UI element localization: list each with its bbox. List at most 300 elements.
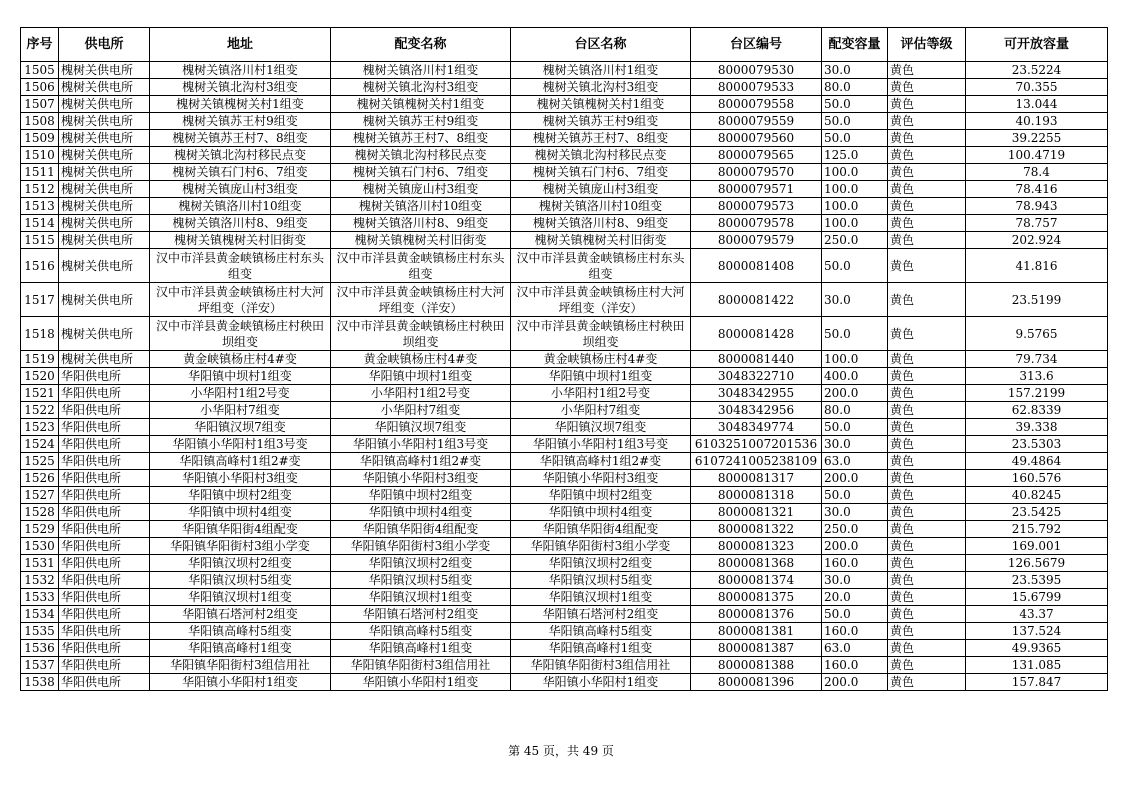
cell-seq: 1511 <box>21 164 59 181</box>
header-address: 地址 <box>150 28 331 62</box>
cell-capacity: 50.0 <box>822 249 888 283</box>
cell-station: 华阳供电所 <box>59 385 150 402</box>
cell-open-capacity: 79.734 <box>966 351 1108 368</box>
cell-capacity: 50.0 <box>822 317 888 351</box>
cell-area-code: 3048342956 <box>691 402 822 419</box>
cell-capacity: 30.0 <box>822 504 888 521</box>
cell-station: 华阳供电所 <box>59 606 150 623</box>
cell-area-name: 槐树关镇苏王村9组变 <box>511 113 691 130</box>
cell-open-capacity: 137.524 <box>966 623 1108 640</box>
cell-address: 华阳镇中坝村4组变 <box>150 504 331 521</box>
cell-area-code: 8000079573 <box>691 198 822 215</box>
table-row <box>21 198 1108 215</box>
cell-station: 华阳供电所 <box>59 453 150 470</box>
cell-capacity: 200.0 <box>822 470 888 487</box>
cell-grade: 黄色 <box>888 470 966 487</box>
cell-seq: 1507 <box>21 96 59 113</box>
cell-seq: 1529 <box>21 521 59 538</box>
cell-capacity: 200.0 <box>822 385 888 402</box>
cell-address: 槐树关镇洛川村10组变 <box>150 198 331 215</box>
cell-transformer-name: 华阳镇高峰村1组变 <box>331 640 511 657</box>
cell-area-name: 槐树关镇洛川村8、9组变 <box>511 215 691 232</box>
cell-station: 华阳供电所 <box>59 589 150 606</box>
cell-area-code: 8000079558 <box>691 96 822 113</box>
cell-area-code: 8000079570 <box>691 164 822 181</box>
cell-capacity: 30.0 <box>822 436 888 453</box>
cell-open-capacity: 23.5303 <box>966 436 1108 453</box>
cell-station: 槐树关供电所 <box>59 79 150 96</box>
cell-grade: 黄色 <box>888 62 966 79</box>
cell-seq: 1538 <box>21 674 59 691</box>
table-row <box>21 283 1108 317</box>
cell-address: 汉中市洋县黄金峡镇杨庄村秧田坝组变 <box>150 317 331 351</box>
cell-grade: 黄色 <box>888 96 966 113</box>
cell-area-name: 华阳镇华阳街村3组小学变 <box>511 538 691 555</box>
header-grade: 评估等级 <box>888 28 966 62</box>
cell-open-capacity: 9.5765 <box>966 317 1108 351</box>
cell-area-name: 华阳镇高峰村1组变 <box>511 640 691 657</box>
cell-seq: 1527 <box>21 487 59 504</box>
table-row <box>21 402 1108 419</box>
cell-area-name: 槐树关镇洛川村1组变 <box>511 62 691 79</box>
cell-area-name: 华阳镇中坝村4组变 <box>511 504 691 521</box>
cell-open-capacity: 78.4 <box>966 164 1108 181</box>
cell-transformer-name: 槐树关镇苏王村7、8组变 <box>331 130 511 147</box>
cell-area-name: 黄金峡镇杨庄村4#变 <box>511 351 691 368</box>
cell-area-code: 8000081321 <box>691 504 822 521</box>
cell-seq: 1505 <box>21 62 59 79</box>
cell-area-code: 8000081375 <box>691 589 822 606</box>
cell-grade: 黄色 <box>888 232 966 249</box>
cell-grade: 黄色 <box>888 572 966 589</box>
cell-area-code: 8000079559 <box>691 113 822 130</box>
cell-area-name: 槐树关镇庞山村3组变 <box>511 181 691 198</box>
cell-station: 槐树关供电所 <box>59 249 150 283</box>
cell-grade: 黄色 <box>888 283 966 317</box>
cell-open-capacity: 169.001 <box>966 538 1108 555</box>
table-row <box>21 181 1108 198</box>
table-body <box>21 62 1108 691</box>
cell-seq: 1521 <box>21 385 59 402</box>
cell-area-code: 3048322710 <box>691 368 822 385</box>
cell-seq: 1531 <box>21 555 59 572</box>
cell-grade: 黄色 <box>888 130 966 147</box>
cell-transformer-name: 华阳镇华阳街村3组信用社 <box>331 657 511 674</box>
table-row <box>21 572 1108 589</box>
table-row <box>21 419 1108 436</box>
cell-transformer-name: 槐树关镇石门村6、7组变 <box>331 164 511 181</box>
cell-area-name: 槐树关镇槐树关村旧街变 <box>511 232 691 249</box>
cell-station: 华阳供电所 <box>59 555 150 572</box>
header-station: 供电所 <box>59 28 150 62</box>
cell-seq: 1528 <box>21 504 59 521</box>
cell-address: 华阳镇高峰村1组变 <box>150 640 331 657</box>
cell-seq: 1519 <box>21 351 59 368</box>
cell-station: 华阳供电所 <box>59 487 150 504</box>
cell-transformer-name: 华阳镇小华阳村3组变 <box>331 470 511 487</box>
capacity-table <box>20 27 1108 691</box>
table-row <box>21 164 1108 181</box>
cell-capacity: 50.0 <box>822 113 888 130</box>
cell-capacity: 30.0 <box>822 283 888 317</box>
cell-area-code: 8000079530 <box>691 62 822 79</box>
cell-station: 华阳供电所 <box>59 538 150 555</box>
cell-open-capacity: 160.576 <box>966 470 1108 487</box>
cell-grade: 黄色 <box>888 538 966 555</box>
cell-capacity: 80.0 <box>822 402 888 419</box>
cell-grade: 黄色 <box>888 555 966 572</box>
cell-seq: 1537 <box>21 657 59 674</box>
table-row <box>21 317 1108 351</box>
table-row <box>21 487 1108 504</box>
cell-station: 槐树关供电所 <box>59 113 150 130</box>
cell-station: 槐树关供电所 <box>59 283 150 317</box>
cell-transformer-name: 华阳镇汉坝7组变 <box>331 419 511 436</box>
cell-station: 华阳供电所 <box>59 640 150 657</box>
cell-transformer-name: 汉中市洋县黄金峡镇杨庄村秧田坝组变 <box>331 317 511 351</box>
cell-open-capacity: 131.085 <box>966 657 1108 674</box>
cell-grade: 黄色 <box>888 504 966 521</box>
cell-open-capacity: 70.355 <box>966 79 1108 96</box>
cell-area-name: 华阳镇中坝村1组变 <box>511 368 691 385</box>
cell-transformer-name: 华阳镇中坝村4组变 <box>331 504 511 521</box>
cell-transformer-name: 华阳镇汉坝村1组变 <box>331 589 511 606</box>
cell-station: 槐树关供电所 <box>59 351 150 368</box>
cell-seq: 1510 <box>21 147 59 164</box>
cell-area-code: 8000081368 <box>691 555 822 572</box>
cell-station: 华阳供电所 <box>59 402 150 419</box>
cell-seq: 1508 <box>21 113 59 130</box>
cell-seq: 1525 <box>21 453 59 470</box>
cell-area-name: 槐树关镇北沟村移民点变 <box>511 147 691 164</box>
cell-capacity: 160.0 <box>822 555 888 572</box>
cell-area-code: 6103251007201536 <box>691 436 822 453</box>
cell-station: 槐树关供电所 <box>59 215 150 232</box>
cell-transformer-name: 华阳镇汉坝村5组变 <box>331 572 511 589</box>
cell-seq: 1533 <box>21 589 59 606</box>
cell-area-name: 华阳镇汉坝7组变 <box>511 419 691 436</box>
cell-address: 黄金峡镇杨庄村4#变 <box>150 351 331 368</box>
cell-seq: 1517 <box>21 283 59 317</box>
cell-capacity: 125.0 <box>822 147 888 164</box>
cell-capacity: 30.0 <box>822 62 888 79</box>
cell-station: 华阳供电所 <box>59 521 150 538</box>
cell-capacity: 250.0 <box>822 521 888 538</box>
cell-seq: 1512 <box>21 181 59 198</box>
cell-transformer-name: 华阳镇汉坝村2组变 <box>331 555 511 572</box>
cell-seq: 1530 <box>21 538 59 555</box>
cell-grade: 黄色 <box>888 79 966 96</box>
cell-area-name: 华阳镇汉坝村2组变 <box>511 555 691 572</box>
cell-station: 华阳供电所 <box>59 657 150 674</box>
cell-seq: 1532 <box>21 572 59 589</box>
cell-transformer-name: 槐树关镇槐树关村1组变 <box>331 96 511 113</box>
cell-capacity: 80.0 <box>822 79 888 96</box>
table-row <box>21 130 1108 147</box>
cell-area-code: 8000081322 <box>691 521 822 538</box>
cell-address: 槐树关镇北沟村3组变 <box>150 79 331 96</box>
cell-seq: 1506 <box>21 79 59 96</box>
cell-transformer-name: 黄金峡镇杨庄村4#变 <box>331 351 511 368</box>
cell-transformer-name: 汉中市洋县黄金峡镇杨庄村东头组变 <box>331 249 511 283</box>
cell-open-capacity: 15.6799 <box>966 589 1108 606</box>
cell-transformer-name: 华阳镇高峰村1组2#变 <box>331 453 511 470</box>
cell-area-code: 8000081396 <box>691 674 822 691</box>
cell-address: 华阳镇小华阳村3组变 <box>150 470 331 487</box>
cell-grade: 黄色 <box>888 640 966 657</box>
cell-area-code: 8000081440 <box>691 351 822 368</box>
table-row <box>21 436 1108 453</box>
cell-transformer-name: 华阳镇石塔河村2组变 <box>331 606 511 623</box>
cell-capacity: 100.0 <box>822 181 888 198</box>
cell-address: 小华阳村1组2号变 <box>150 385 331 402</box>
cell-capacity: 50.0 <box>822 419 888 436</box>
table-header-row <box>21 28 1108 62</box>
cell-transformer-name: 华阳镇华阳街4组配变 <box>331 521 511 538</box>
table-row <box>21 453 1108 470</box>
cell-area-name: 汉中市洋县黄金峡镇杨庄村秧田坝组变 <box>511 317 691 351</box>
cell-open-capacity: 23.5199 <box>966 283 1108 317</box>
table-row <box>21 351 1108 368</box>
cell-grade: 黄色 <box>888 113 966 130</box>
table-row <box>21 589 1108 606</box>
cell-station: 华阳供电所 <box>59 623 150 640</box>
cell-address: 槐树关镇槐树关村1组变 <box>150 96 331 113</box>
cell-station: 华阳供电所 <box>59 504 150 521</box>
cell-area-name: 华阳镇华阳街村3组信用社 <box>511 657 691 674</box>
cell-address: 华阳镇小华阳村1组3号变 <box>150 436 331 453</box>
cell-area-code: 8000081374 <box>691 572 822 589</box>
cell-area-code: 8000079578 <box>691 215 822 232</box>
cell-area-code: 3048342955 <box>691 385 822 402</box>
cell-station: 槐树关供电所 <box>59 96 150 113</box>
cell-grade: 黄色 <box>888 181 966 198</box>
cell-area-code: 8000081318 <box>691 487 822 504</box>
cell-open-capacity: 62.8339 <box>966 402 1108 419</box>
cell-capacity: 160.0 <box>822 657 888 674</box>
cell-area-name: 小华阳村1组2号变 <box>511 385 691 402</box>
cell-seq: 1520 <box>21 368 59 385</box>
cell-area-name: 华阳镇石塔河村2组变 <box>511 606 691 623</box>
cell-station: 华阳供电所 <box>59 674 150 691</box>
cell-transformer-name: 槐树关镇洛川村1组变 <box>331 62 511 79</box>
cell-capacity: 63.0 <box>822 453 888 470</box>
cell-area-name: 小华阳村7组变 <box>511 402 691 419</box>
cell-address: 华阳镇汉坝7组变 <box>150 419 331 436</box>
cell-area-name: 华阳镇华阳街4组配变 <box>511 521 691 538</box>
cell-area-code: 8000081388 <box>691 657 822 674</box>
cell-station: 华阳供电所 <box>59 572 150 589</box>
cell-seq: 1515 <box>21 232 59 249</box>
cell-station: 槐树关供电所 <box>59 317 150 351</box>
cell-open-capacity: 23.5395 <box>966 572 1108 589</box>
cell-area-code: 6107241005238109 <box>691 453 822 470</box>
cell-grade: 黄色 <box>888 606 966 623</box>
cell-grade: 黄色 <box>888 317 966 351</box>
cell-capacity: 50.0 <box>822 606 888 623</box>
cell-open-capacity: 40.193 <box>966 113 1108 130</box>
cell-station: 槐树关供电所 <box>59 130 150 147</box>
cell-capacity: 100.0 <box>822 164 888 181</box>
cell-address: 汉中市洋县黄金峡镇杨庄村大河坪组变（洋安） <box>150 283 331 317</box>
cell-open-capacity: 215.792 <box>966 521 1108 538</box>
cell-open-capacity: 39.338 <box>966 419 1108 436</box>
cell-area-name: 华阳镇高峰村1组2#变 <box>511 453 691 470</box>
cell-seq: 1516 <box>21 249 59 283</box>
table-row <box>21 147 1108 164</box>
cell-area-code: 8000079571 <box>691 181 822 198</box>
cell-area-code: 8000081323 <box>691 538 822 555</box>
cell-open-capacity: 13.044 <box>966 96 1108 113</box>
cell-grade: 黄色 <box>888 453 966 470</box>
cell-area-code: 8000079533 <box>691 79 822 96</box>
cell-capacity: 200.0 <box>822 538 888 555</box>
cell-area-name: 华阳镇小华阳村1组3号变 <box>511 436 691 453</box>
cell-station: 华阳供电所 <box>59 470 150 487</box>
cell-area-name: 槐树关镇苏王村7、8组变 <box>511 130 691 147</box>
cell-open-capacity: 202.924 <box>966 232 1108 249</box>
cell-transformer-name: 槐树关镇北沟村3组变 <box>331 79 511 96</box>
page-footer: 第 45 页，共 49 页 <box>508 744 614 758</box>
cell-area-name: 华阳镇中坝村2组变 <box>511 487 691 504</box>
table-row <box>21 521 1108 538</box>
table-row <box>21 657 1108 674</box>
cell-grade: 黄色 <box>888 198 966 215</box>
table-row <box>21 113 1108 130</box>
cell-seq: 1513 <box>21 198 59 215</box>
cell-transformer-name: 汉中市洋县黄金峡镇杨庄村大河坪组变（洋安） <box>331 283 511 317</box>
cell-capacity: 50.0 <box>822 487 888 504</box>
cell-station: 华阳供电所 <box>59 436 150 453</box>
cell-open-capacity: 157.2199 <box>966 385 1108 402</box>
cell-seq: 1522 <box>21 402 59 419</box>
header-open-capacity: 可开放容量 <box>966 28 1108 62</box>
cell-area-code: 8000081317 <box>691 470 822 487</box>
cell-open-capacity: 23.5425 <box>966 504 1108 521</box>
cell-address: 槐树关镇洛川村8、9组变 <box>150 215 331 232</box>
cell-grade: 黄色 <box>888 249 966 283</box>
header-transformer-name: 配变名称 <box>331 28 511 62</box>
cell-transformer-name: 槐树关镇北沟村移民点变 <box>331 147 511 164</box>
cell-address: 华阳镇高峰村1组2#变 <box>150 453 331 470</box>
cell-open-capacity: 78.757 <box>966 215 1108 232</box>
cell-area-name: 槐树关镇石门村6、7组变 <box>511 164 691 181</box>
cell-area-code: 8000081428 <box>691 317 822 351</box>
header-capacity: 配变容量 <box>822 28 888 62</box>
cell-grade: 黄色 <box>888 147 966 164</box>
table-row <box>21 470 1108 487</box>
cell-station: 华阳供电所 <box>59 419 150 436</box>
cell-capacity: 100.0 <box>822 215 888 232</box>
cell-grade: 黄色 <box>888 385 966 402</box>
cell-grade: 黄色 <box>888 589 966 606</box>
cell-address: 华阳镇汉坝村1组变 <box>150 589 331 606</box>
cell-area-name: 汉中市洋县黄金峡镇杨庄村大河坪组变（洋安） <box>511 283 691 317</box>
table-row <box>21 385 1108 402</box>
cell-transformer-name: 华阳镇小华阳村1组变 <box>331 674 511 691</box>
table-row <box>21 79 1108 96</box>
cell-grade: 黄色 <box>888 674 966 691</box>
cell-open-capacity: 39.2255 <box>966 130 1108 147</box>
cell-address: 华阳镇小华阳村1组变 <box>150 674 331 691</box>
header-area-name: 台区名称 <box>511 28 691 62</box>
cell-address: 华阳镇中坝村2组变 <box>150 487 331 504</box>
cell-address: 华阳镇中坝村1组变 <box>150 368 331 385</box>
cell-open-capacity: 23.5224 <box>966 62 1108 79</box>
cell-transformer-name: 槐树关镇槐树关村旧街变 <box>331 232 511 249</box>
cell-transformer-name: 槐树关镇洛川村8、9组变 <box>331 215 511 232</box>
table-row <box>21 623 1108 640</box>
cell-address: 汉中市洋县黄金峡镇杨庄村东头组变 <box>150 249 331 283</box>
cell-open-capacity: 157.847 <box>966 674 1108 691</box>
cell-open-capacity: 78.943 <box>966 198 1108 215</box>
cell-address: 华阳镇石塔河村2组变 <box>150 606 331 623</box>
cell-grade: 黄色 <box>888 351 966 368</box>
cell-capacity: 50.0 <box>822 130 888 147</box>
cell-area-code: 8000081422 <box>691 283 822 317</box>
cell-address: 华阳镇汉坝村5组变 <box>150 572 331 589</box>
cell-transformer-name: 槐树关镇苏王村9组变 <box>331 113 511 130</box>
cell-area-name: 华阳镇小华阳村1组变 <box>511 674 691 691</box>
cell-address: 华阳镇汉坝村2组变 <box>150 555 331 572</box>
table-row <box>21 555 1108 572</box>
cell-capacity: 160.0 <box>822 623 888 640</box>
cell-capacity: 400.0 <box>822 368 888 385</box>
cell-area-code: 8000079565 <box>691 147 822 164</box>
cell-area-code: 3048349774 <box>691 419 822 436</box>
cell-address: 槐树关镇洛川村1组变 <box>150 62 331 79</box>
cell-address: 槐树关镇石门村6、7组变 <box>150 164 331 181</box>
cell-address: 槐树关镇庞山村3组变 <box>150 181 331 198</box>
cell-station: 槐树关供电所 <box>59 62 150 79</box>
cell-capacity: 20.0 <box>822 589 888 606</box>
cell-open-capacity: 43.37 <box>966 606 1108 623</box>
cell-transformer-name: 华阳镇中坝村2组变 <box>331 487 511 504</box>
header-seq: 序号 <box>21 28 59 62</box>
cell-transformer-name: 槐树关镇洛川村10组变 <box>331 198 511 215</box>
cell-address: 华阳镇高峰村5组变 <box>150 623 331 640</box>
cell-area-name: 槐树关镇槐树关村1组变 <box>511 96 691 113</box>
cell-transformer-name: 华阳镇中坝村1组变 <box>331 368 511 385</box>
cell-area-code: 8000081387 <box>691 640 822 657</box>
cell-grade: 黄色 <box>888 164 966 181</box>
cell-area-code: 8000081376 <box>691 606 822 623</box>
table-row <box>21 538 1108 555</box>
table-row <box>21 640 1108 657</box>
cell-open-capacity: 49.9365 <box>966 640 1108 657</box>
cell-capacity: 200.0 <box>822 674 888 691</box>
cell-area-name: 华阳镇小华阳村3组变 <box>511 470 691 487</box>
cell-address: 华阳镇华阳街4组配变 <box>150 521 331 538</box>
cell-station: 华阳供电所 <box>59 368 150 385</box>
cell-station: 槐树关供电所 <box>59 198 150 215</box>
cell-grade: 黄色 <box>888 419 966 436</box>
cell-seq: 1514 <box>21 215 59 232</box>
cell-area-name: 槐树关镇北沟村3组变 <box>511 79 691 96</box>
cell-capacity: 100.0 <box>822 351 888 368</box>
cell-seq: 1535 <box>21 623 59 640</box>
table-row <box>21 215 1108 232</box>
cell-open-capacity: 126.5679 <box>966 555 1108 572</box>
cell-seq: 1509 <box>21 130 59 147</box>
cell-open-capacity: 100.4719 <box>966 147 1108 164</box>
table-row <box>21 504 1108 521</box>
cell-grade: 黄色 <box>888 402 966 419</box>
table-row <box>21 368 1108 385</box>
header-area-code: 台区编号 <box>691 28 822 62</box>
cell-seq: 1534 <box>21 606 59 623</box>
cell-grade: 黄色 <box>888 436 966 453</box>
